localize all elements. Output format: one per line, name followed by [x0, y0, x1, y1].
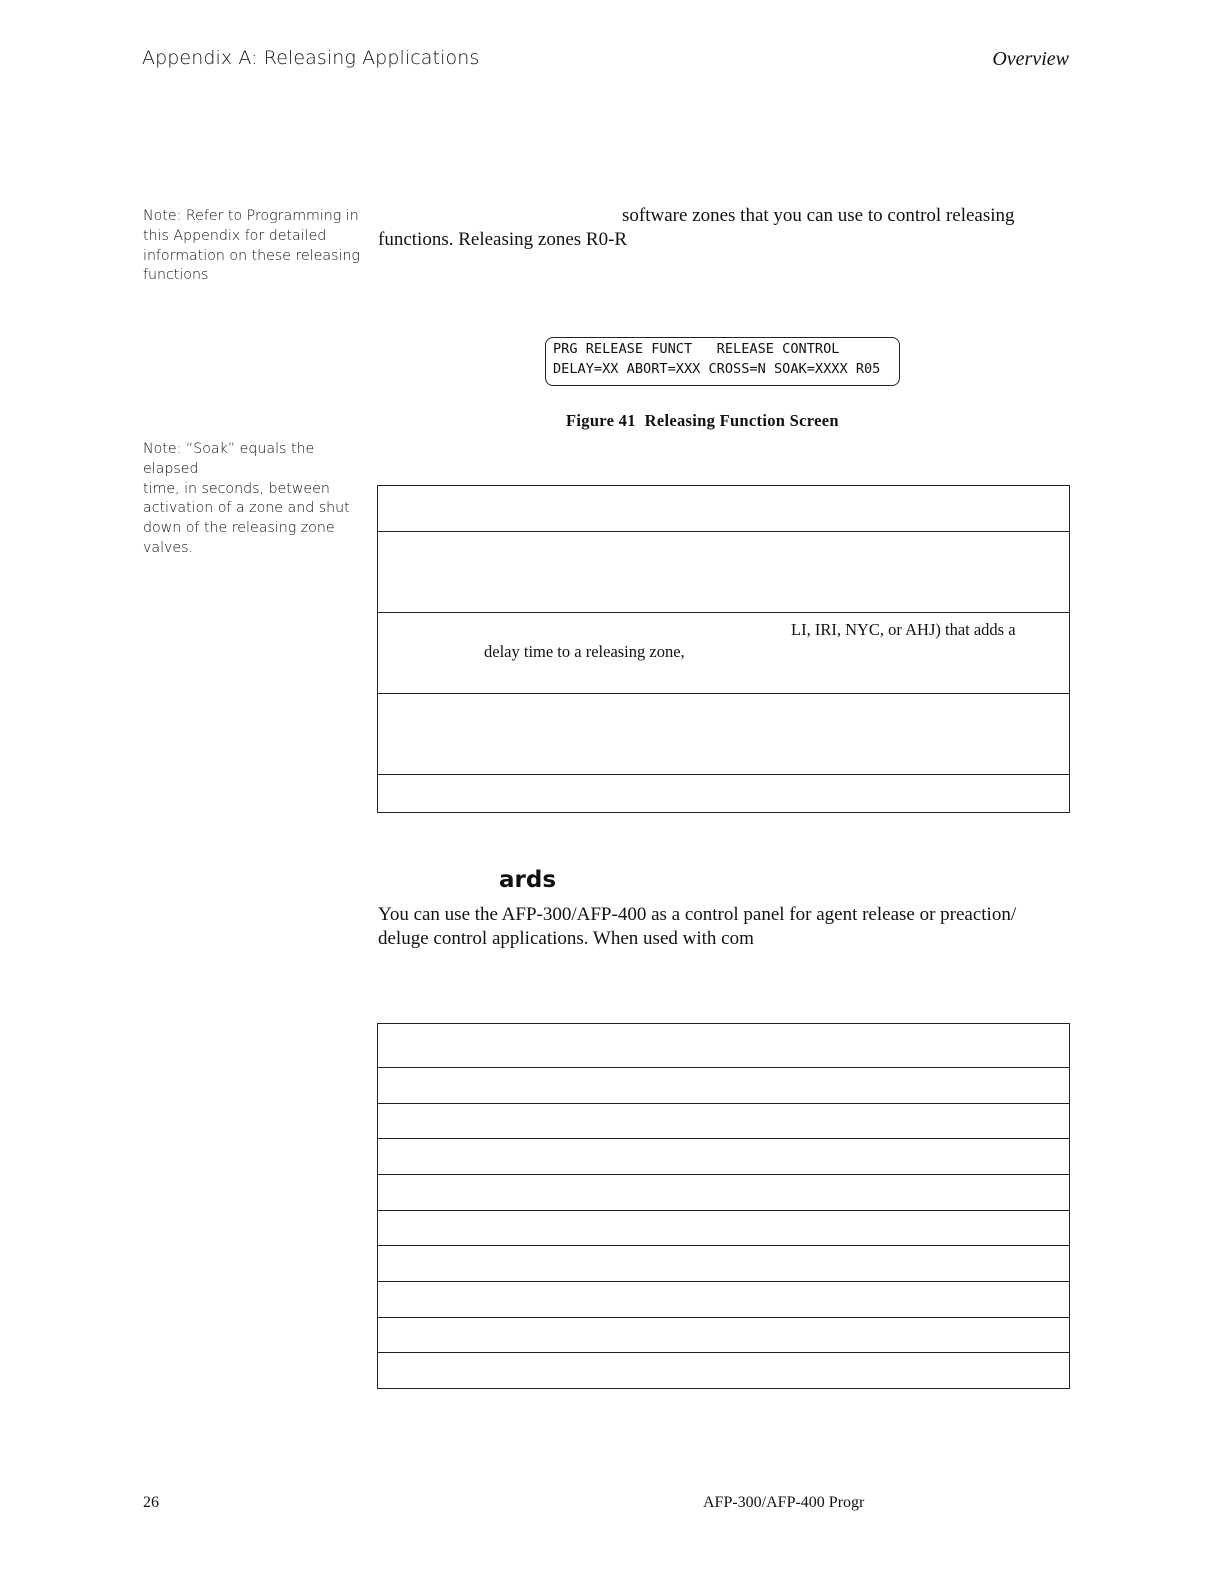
table-row-divider: [378, 774, 1069, 775]
running-header-section: Overview: [992, 48, 1069, 70]
table-row-divider: [378, 1174, 1069, 1175]
releasing-functions-table: [377, 485, 1070, 813]
table-row-divider: [378, 1317, 1069, 1318]
page-number: 26: [143, 1494, 159, 1511]
footer-title: AFP-300/AFP-400 Progr: [703, 1494, 865, 1511]
table-row-divider: [378, 1210, 1069, 1211]
running-header-chapter: Appendix A: Releasing Applications: [142, 47, 480, 69]
note-line: functions: [143, 267, 209, 284]
intro-line-1: software zones that you can use to control releasing: [622, 205, 1015, 226]
table-row-divider: [378, 1138, 1069, 1139]
note-line: valves.: [143, 539, 194, 556]
note-line: Note: Refer to Programming in: [143, 208, 359, 224]
section-heading: ards: [499, 867, 557, 893]
margin-note-programming: [143, 207, 368, 286]
note-line: activation of a zone and shut: [143, 500, 350, 517]
table-cell-text: delay time to a releasing zone,: [484, 642, 685, 661]
table-row-divider: [378, 1352, 1069, 1353]
table-row-divider: [378, 531, 1069, 532]
screen-line-2: DELAY=XX ABORT=XXX CROSS=N SOAK=XXXX R05: [553, 360, 881, 377]
note-line: this Appendix for detailed: [143, 227, 327, 244]
applications-table: [377, 1023, 1070, 1389]
table-row-divider: [378, 693, 1069, 694]
table-row-divider: [378, 1281, 1069, 1282]
table-row-divider: [378, 1245, 1069, 1246]
body-paragraph: [378, 903, 1078, 951]
margin-note-soak: [143, 440, 368, 559]
figure-caption: Figure 41 Releasing Function Screen: [566, 411, 839, 430]
table-row-divider: [378, 612, 1069, 613]
note-line: information on these releasing: [143, 247, 360, 264]
paragraph-line: deluge control applications. When used with com: [378, 928, 754, 949]
table-cell-text: LI, IRI, NYC, or AHJ) that adds a: [791, 620, 1016, 639]
note-line: Note: “Soak” equals the elapsed: [143, 441, 315, 477]
intro-line-2: functions. Releasing zones R0-R: [378, 229, 628, 250]
lcd-screen-display: [545, 337, 900, 386]
table-row-divider: [378, 1067, 1069, 1068]
table-row-divider: [378, 1103, 1069, 1104]
screen-line-1: PRG RELEASE FUNCT RELEASE CONTROL: [553, 341, 840, 357]
paragraph-line: You can use the AFP-300/AFP-400 as a control panel for agent release or preaction/: [378, 904, 1017, 925]
note-line: down of the releasing zone: [143, 520, 335, 537]
note-line: time, in seconds, between: [143, 480, 330, 497]
